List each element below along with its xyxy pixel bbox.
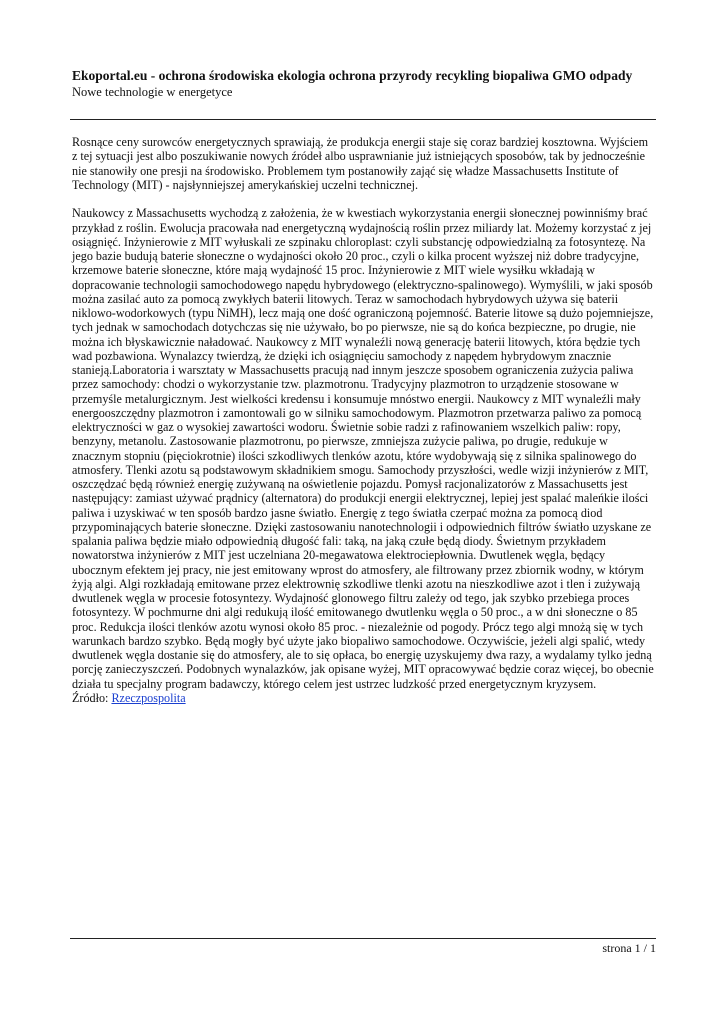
footer-divider (70, 938, 656, 939)
section-subtitle: Nowe technologie w energetyce (72, 85, 233, 99)
article-body (72, 135, 656, 705)
article-paragraph-main: Naukowcy z Massachusetts wychodzą z założenia, że w kwestiach wykorzystania energii słonecznej powinniśmy brać przykład z roślin. Ewolucja pracowała nad energetyczną wydajnością roślin przez miliardy lat. Możemy korzystać z jej osiągnięć. Inżynierowie z MIT wyłuskali ze szpinaku chloroplast: czyli substancję odpowiedzialną za fotosyntezę. Na jego bazie budują baterie słoneczne o wydajności około 20 proc., czyli o kilka procent wyższej niż dobre tradycyjne, krzemowe baterie słoneczne, które mają wydajność 15 proc. Inżynierowie z MIT wiele wysiłku wkładają w dopracowanie technologii samochodowego napędu hybrydowego (elektryczno-spalinowego). Wymyślili, w jaki sposób można zasilać auto za pomocą zwykłych baterii litowych. Teraz w samochodach hybrydowych używa się baterii niklowo-wodorkowych (typu NiMH), lecz mają one dość ograniczoną pojemność. Baterie litowe są dużo pojemniejsze, tych jednak w samochodach dotychczas się nie używało, bo po pierwsze, nie są do końca bezpieczne, po drugie, nie można ich błyskawicznie naładować. Naukowcy z MIT wynaleźli nową generację baterii litowych, która będzie tych wad pozbawiona. Wynalazcy twierdzą, że dzięki ich osiągnięciu samochody z napędem hybrydowym znacznie stanieją.Laboratoria i warsztaty w Massachusetts pracują nad innym jeszcze sposobem ograniczenia zużycia paliwa przez samochody: chodzi o wykorzystanie tzw. plazmotronu. Tradycyjny plazmotron to urządzenie stosowane w przemyśle metalurgicznym. Jest wielkości kredensu i konsumuje mnóstwo energii. Naukowcy z MIT wynaleźli mały energooszczędny plazmotron i zamontowali go w silniku samochodowym. Plazmotron przetwarza paliwo za pomocą elektryczności w gaz o wysokiej zawartości wodoru. Świetnie sobie radzi z rafinowaniem wszelkich paliw: ropy, benzyny, metanolu. Zastosowanie plazmotronu, po pierwsze, zmniejsza zużycie paliwa, po drugie, redukuje w znacznym stopniu (pięciokrotnie) ilości szkodliwych tlenków azotu, które wydobywają się z silnika spalinowego do atmosfery. Tlenki azotu są podstawowym składnikiem smogu. Samochody przyszłości, wedle wizji inżynierów z MIT, oszczędzać będą również energię zużywaną na oświetlenie pojazdu. Pomysł racjonalizatorów z Massachusetts jest następujący: zamiast używać prądnicy (alternatora) do produkcji energii elektrycznej, lepiej jest spalać maleńkie ilości paliwa i uzyskiwać w ten sposób bardzo jasne światło. Energię z tego światła czerpać można za pomocą diod przypominających baterie słoneczne. Dzięki zastosowaniu nanotechnologii i odpowiednich filtrów światło uzyskane ze spalania paliwa będzie miało odpowiednią długość fali: taką, na jaką czułe będą diody. Świetnym przykładem nowatorstwa inżynierów z MIT jest uczelniana 20-megawatowa elektrociepłownia. Dwutlenek węgla, będący ubocznym efektem jej pracy, nie jest emitowany wprost do atmosfery, ale filtrowany przez zbiornik wodny, w którym żyją algi. Algi rozkładają emitowane przez elektrownię szkodliwe tlenki azotu na nieszkodliwe azot i tlen i zużywają dwutlenek węgla w procesie fotosyntezy. Wydajność glonowego filtru zależy od tego, jak szybko przebiega proces fotosyntezy. W pochmurne dni algi redukują ilość emitowanego dwutlenku węgla o 50 proc., a w dni słoneczne o 85 proc. Redukcja ilości tlenków azotu wynosi około 85 proc. - niezależnie od pogody. Prócz tego algi mnożą się w tych warunkach bardzo szybko. Będą mogły być użyte jako biopaliwo samochodowe. Oczywiście, jeżeli algi spalić, wtedy dwutlenek węgla dostanie się do atmosfery, ale to się opłaca, bo energię uzyskujemy dwa razy, a wydalamy tylko jedną porcję zanieczyszczeń. Podobnych wynalazków, jak opisane wyżej, MIT opracowywać będzie coraz więcej, bo obecnie działa tu specjalny program badawczy, którego celem jest ustrzec ludzkość przed energetycznym kryzysem. (72, 206, 654, 691)
source-label: Źródło: (72, 690, 112, 705)
page-number: strona 1 / 1 (602, 941, 656, 955)
source-line (72, 691, 656, 705)
page-header (72, 68, 662, 100)
header-divider (70, 119, 656, 120)
source-link[interactable]: Rzeczpospolita (111, 690, 186, 705)
site-title: Ekoportal.eu - ochrona środowiska ekologia ochrona przyrody recykling biopaliwa GMO odpady (72, 68, 633, 83)
article-paragraph-intro: Rosnące ceny surowców energetycznych sprawiają, że produkcja energii staje się coraz bardziej kosztowna. Wyjściem z tej sytuacji jest albo poszukiwanie nowych źródeł albo usprawnianie już istniejących sposobów, tak by jednocześnie nie stanowiły one presji na środowisko. Problemem tym postanowiły zająć się władze Massachusetts Institute of Technology (MIT) - najsłynniejszej amerykańskiej uczelni technicznej. (72, 135, 649, 192)
